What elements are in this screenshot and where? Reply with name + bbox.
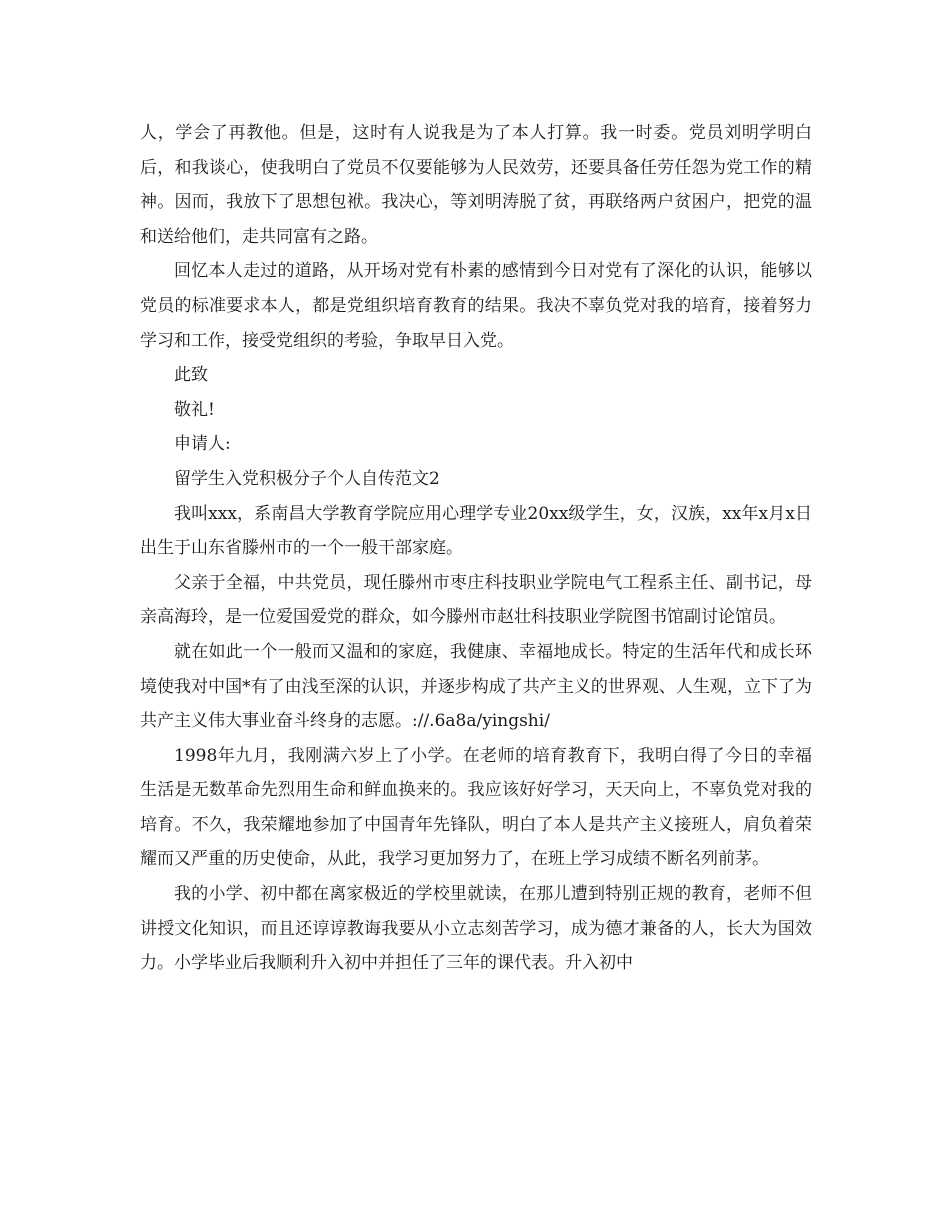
section-title: 留学生入党积极分子个人自传范文2: [174, 468, 440, 489]
paragraph-primary-school: 1998年九月，我刚满六岁上了小学。在老师的培育教育下，我明白得了今日的幸福生活是无数革命先烈用生命和鲜血换来的。我应该好好学习，天天向上，不辜负党对我的培育。不久，我荣耀地参加了中国青年先锋队，明白了本人是共产主义接班人，肩负着荣耀而又严重的历史使命，从此，我学习更加努力了，在班上学习成绩不断名列前茅。: [140, 745, 812, 870]
paragraph-party-mentor: 人，学会了再教他。但是，这时有人说我是为了本人打算。我一时委。党员刘明学明白后，和我谈心，使我明白了党员不仅要能够为人民效劳，还要具备任劳任怨为党工作的精神。因而，我放下了思想包袱。我决心，等刘明涛脱了贫，再联络两户贫困户，把党的温和送给他们，走共同富有之路。: [140, 123, 812, 247]
closing-respect: 敬礼!: [174, 399, 215, 420]
applicant-label: 申请人:: [174, 434, 231, 455]
paragraph-schooling: 我的小学、初中都在离家极近的学校里就读，在那儿遭到特别正规的教育，老师不但讲授文化知识，而且还谆谆教诲我要从小立志刻苦学习，成为德才兼备的人，长大为国效力。小学毕业后我顺利升入初中并担任了三年的课代表。升入初中: [140, 884, 812, 974]
paragraph-reflection: 回忆本人走过的道路，从开场对党有朴素的感情到今日对党有了深化的认识，能够以党员的标准要求本人，都是党组织培育教育的结果。我决不辜负党对我的培育，接着努力学习和工作，接受党组织的考验，争取早日入党。: [140, 261, 812, 351]
document-page: [140, 116, 812, 981]
paragraph-self-intro: 我叫xxx，系南昌大学教育学院应用心理学专业20xx级学生，女，汉族，xx年x月x日出生于山东省滕州市的一个一般干部家庭。: [140, 503, 812, 559]
paragraph-family-growth: 就在如此一个一般而又温和的家庭，我健康、幸福地成长。特定的生活年代和成长环境使我对中国*有了由浅至深的认识，并逐步构成了共产主义的世界观、人生观，立下了为共产主义伟大事业奋斗终身的志愿。://.6a8a/yingshi/: [140, 641, 812, 732]
paragraph-parents: 父亲于全福，中共党员，现任滕州市枣庄科技职业学院电气工程系主任、副书记，母亲高海玲，是一位爱国爱党的群众，如今滕州市赵壮科技职业学院图书馆副讨论馆员。: [140, 572, 812, 628]
closing-salutation: 此致: [174, 365, 208, 386]
